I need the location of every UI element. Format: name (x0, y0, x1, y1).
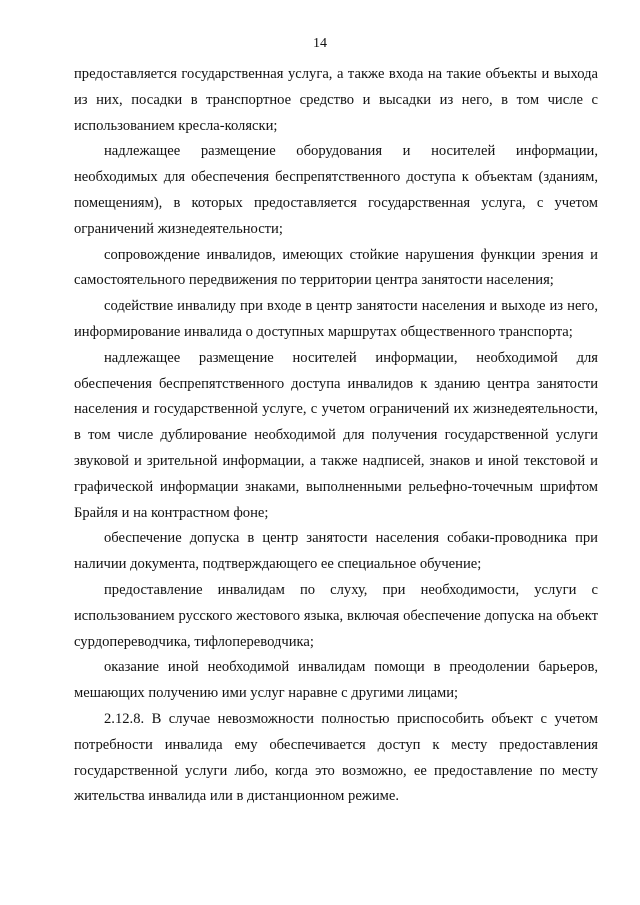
paragraph-8: оказание иной необходимой инвалидам помощи в преодолении барьеров, мешающих получению ими услуг наравне с другими лицами; (74, 659, 598, 702)
paragraph-6: обеспечение допуска в центр занятости населения собаки-проводника при наличии документа, подтверждающего ее специальное обучение; (74, 530, 598, 573)
paragraph-3: сопровождение инвалидов, имеющих стойкие нарушения функции зрения и самостоятельного передвижения по территории центра занятости населения; (74, 246, 598, 289)
section-2-12-8: 2.12.8. В случае невозможности полностью приспособить объект с учетом потребности инвалида ему обеспечивается доступ к месту предоставления государственной услуги либо, когда это возможно, ее предоставление по месту жительства инвалида или в дистанционном режиме. (74, 710, 598, 805)
paragraph-1: предоставляется государственная услуга, а также входа на такие объекты и выхода из них, посадки в транспортное средство и высадки из него, в том числе с использованием кресла-коляски; (74, 66, 598, 134)
paragraph-4: содействие инвалиду при входе в центр занятости населения и выходе из него, информирование инвалида о доступных маршрутах общественного транспорта; (74, 298, 598, 340)
paragraph-7: предоставление инвалидам по слуху, при необходимости, услуги с использованием русского жестового языка, включая обеспечение допуска на объект сурдопереводчика, тифлопереводчика; (74, 581, 598, 650)
page-number: 14 (313, 36, 327, 51)
document-body (74, 62, 598, 810)
paragraph-5: надлежащее размещение носителей информации, необходимой для обеспечения беспрепятственного доступа инвалидов к зданию центра занятости населения и государственной услуге, с учетом ограничений их жизнедеятельности, в том числе дублирование необходимой для получения государственной услуги звуковой и зрительной информации, а также надписей, знаков и иной текстовой и графической информации знаками, выполненными рельефно-точечным шрифтом Брайля и на контрастном фоне; (74, 349, 598, 521)
paragraph-2: надлежащее размещение оборудования и носителей информации, необходимых для обеспечения беспрепятственного доступа к объектам (зданиям, помещениям), в которых предоставляется государственная услуга, с учетом ограничений жизнедеятельности; (74, 143, 598, 237)
